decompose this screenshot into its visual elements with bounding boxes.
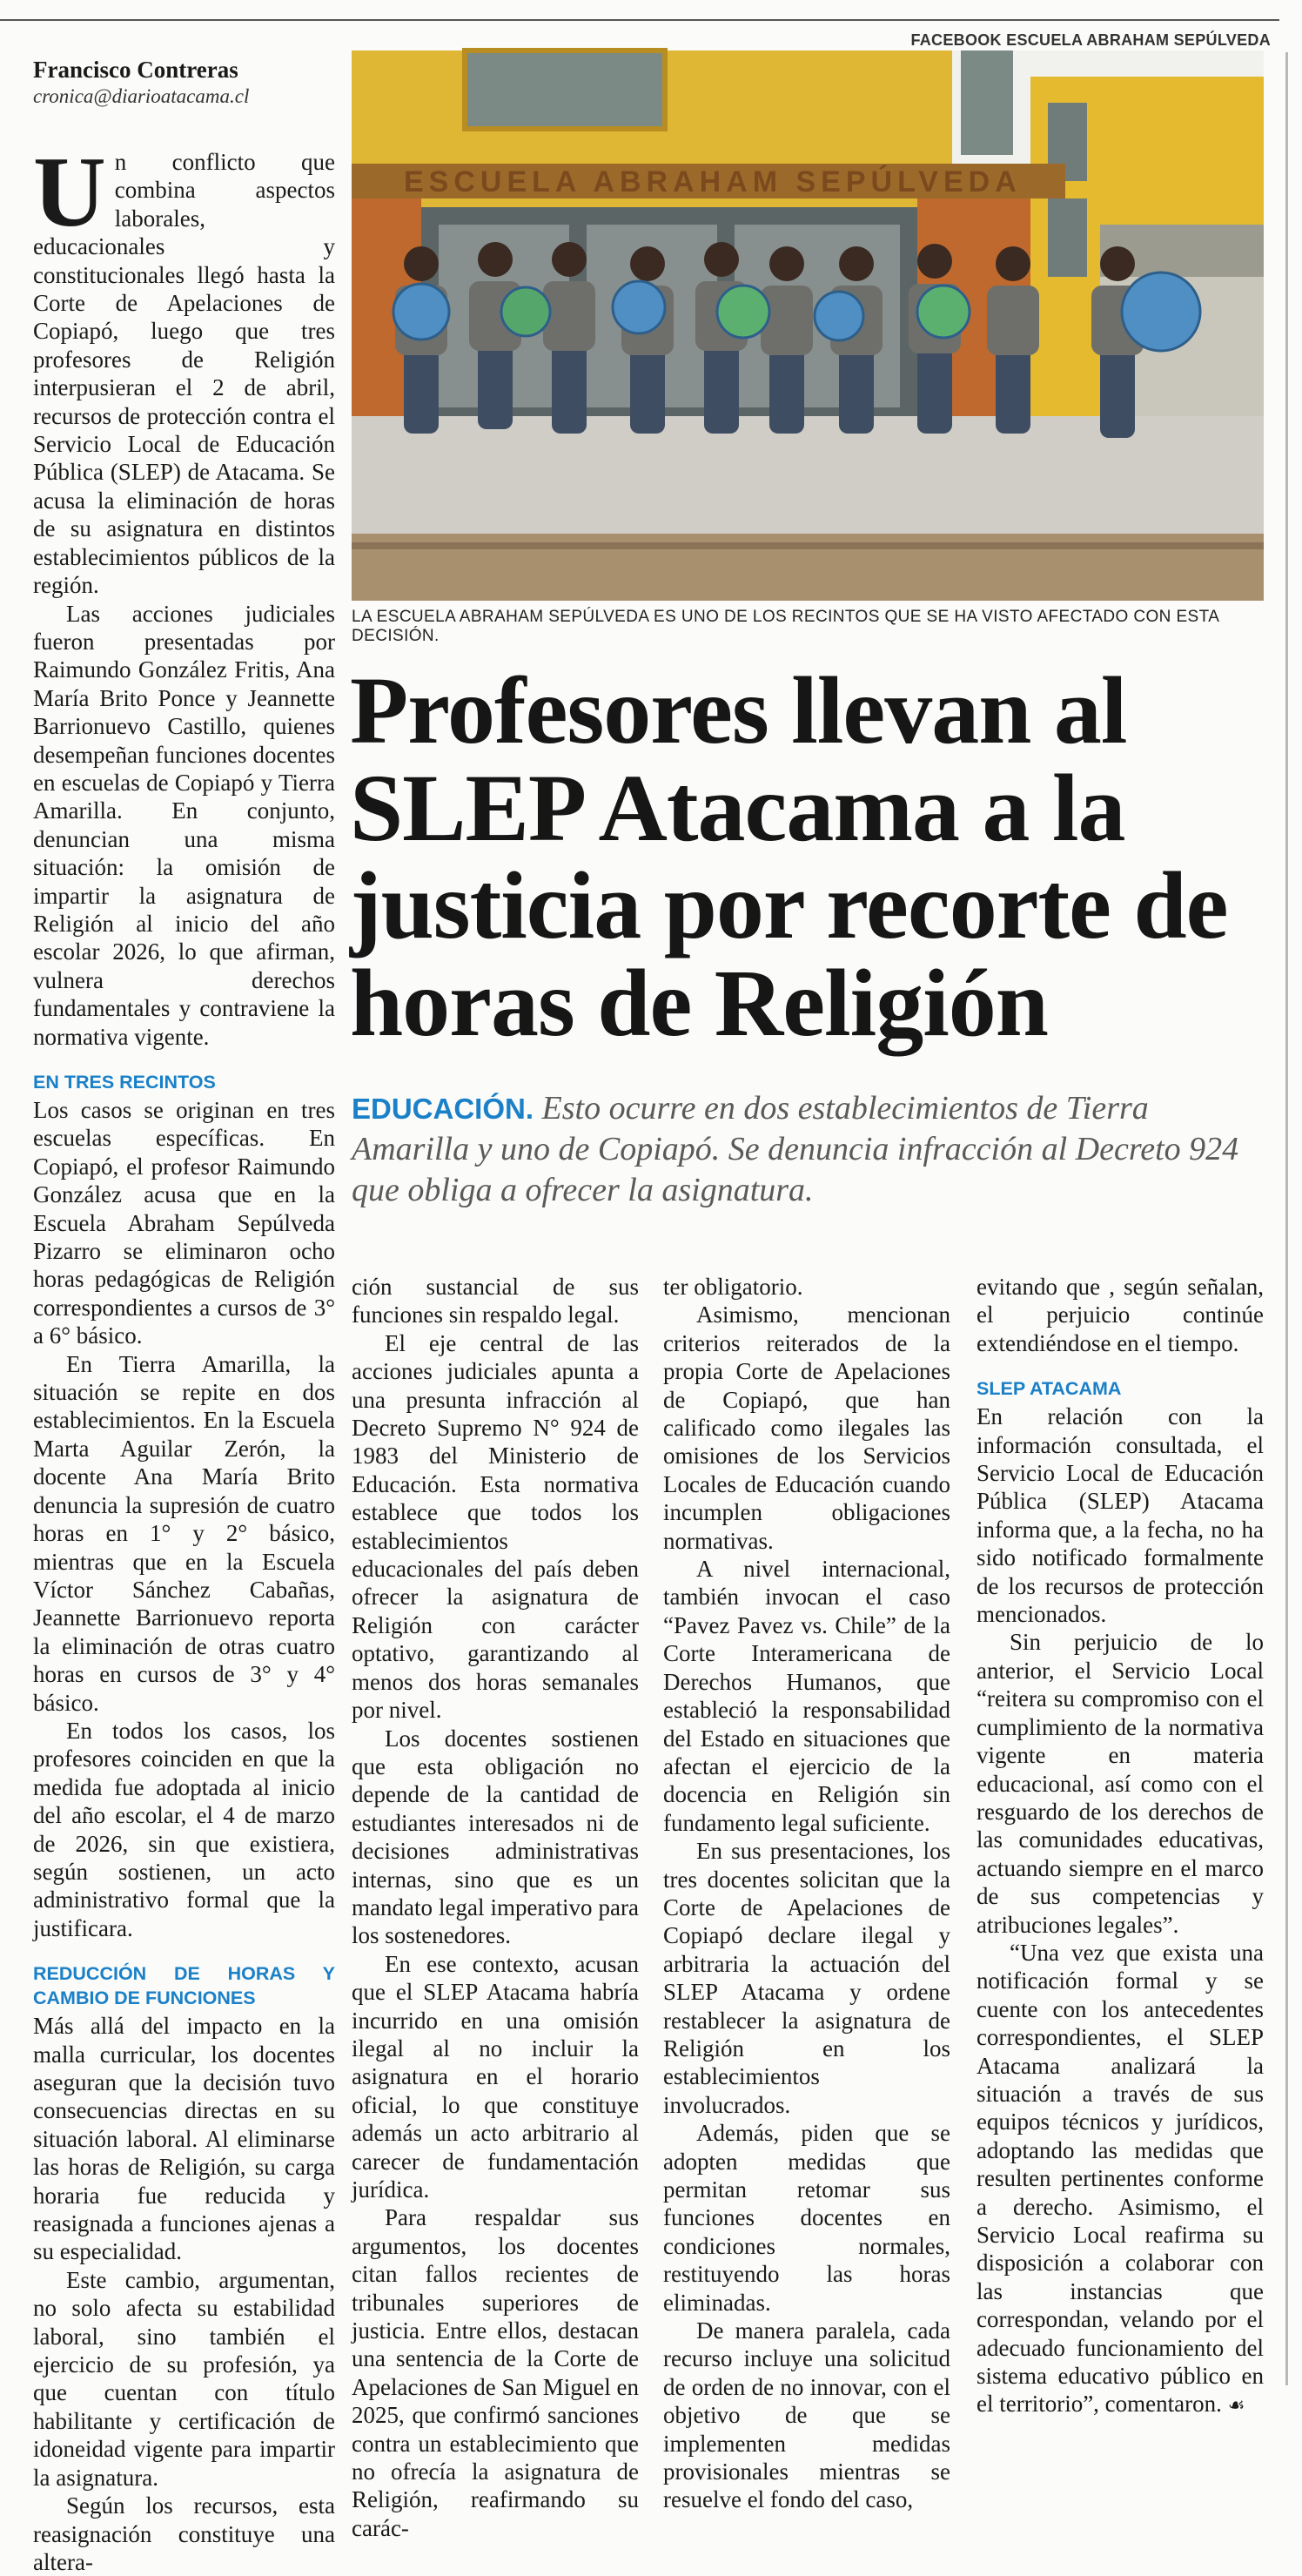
- author-email[interactable]: cronica@diarioatacama.cl: [33, 85, 250, 107]
- paragraph: ción sustancial de sus funciones sin respaldo legal.: [352, 1274, 639, 1328]
- paragraph: Asimismo, mencionan criterios reiterados de la propia Corte de Apelaciones de Copiapó, que han calificado como ilegales las omisiones de los Servicios Locales de Educación cuando incumplen obligaciones normativas.: [663, 1301, 950, 1554]
- paragraph: En Tierra Amarilla, la situación se repite en dos establecimientos. En la Escuela Marta Aguilar Zerón, la docente Ana María Brito denuncia la supresión de cuatro horas en 1° y 2° básico, mientras que en la Escuela Víctor Sánchez Cabañas, Jeannette Barrionuevo reporta la eliminación de otras cuatro horas en cursos de 3° y 4° básico.: [33, 1350, 335, 1716]
- school-photo-illustration: [352, 50, 1264, 601]
- column-3: [663, 1273, 950, 2514]
- paragraph: Los casos se originan en tres escuelas específicas. En Copiapó, el profesor Raimundo González acusa que en la Escuela Abraham Sepúlveda Pizarro se eliminaron ocho horas pedagógicas de Religión correspondientes a cursos de 3° a 6° básico.: [33, 1097, 335, 1349]
- subheading-slep-atacama: SLEP ATACAMA: [976, 1378, 1122, 1400]
- column-4: [976, 1273, 1264, 2421]
- lead-text: Esto ocurre en dos establecimientos de Tierra Amarilla y uno de Copiapó. Se denuncia infracción al Decreto 924 que obliga a ofrecer la asignatura.: [352, 1090, 1239, 1208]
- paragraph: El eje central de las acciones judiciales apunta a una presunta infracción al Decreto Supremo N° 924 de 1983 del Ministerio de Educación. Esta normativa establece que todos los establecimientos educacionales del país deben ofrecer la asignatura de Religión con carácter optativo, garantizando al menos dos horas semanales por nivel.: [352, 1329, 639, 1724]
- headline: Profesores llevan al SLEP Atacama a la justicia por recorte de horas de Religión: [350, 657, 1228, 1056]
- lead-kicker: EDUCACIÓN.: [352, 1093, 534, 1125]
- paragraph: Según los recursos, esta reasignación constituye una altera-: [33, 2492, 335, 2575]
- paragraph: En todos los casos, los profesores coinciden en que la medida fue adoptada al inicio del año escolar, el 4 de marzo de 2026, sin que existiera, según sostienen, un acto administrativo formal que la justificara.: [33, 1717, 335, 1941]
- school-photo: [352, 50, 1264, 601]
- paragraph: Las acciones judiciales fueron presentadas por Raimundo González Fritis, Ana María Brito Ponce y Jeannette Barrionuevo Castillo, quienes desempeñan funciones docentes en escuelas de Copiapó y Tierra Amarilla. En conjunto, denuncian una misma situación: la omisión de impartir la asignatura de Religión al inicio del año escolar 2026, lo que afirman, vulnera derechos fundamentales y contraviene la normativa vigente.: [33, 600, 335, 1050]
- paragraph: Sin perjuicio de lo anterior, el Servicio Local “reitera su compromiso con el cumplimiento de la normativa vigente en materia educacional, así como con el resguardo de los derechos de las comunidades educativas, actuando siempre en el marco de sus competencias y atribuciones legales”.: [976, 1629, 1264, 1938]
- photo-credit: FACEBOOK ESCUELA ABRAHAM SEPÚLVEDA: [910, 31, 1271, 49]
- paragraph: Este cambio, argumentan, no solo afecta su estabilidad laboral, sino también el ejercicio de su profesión, ya que cuentan con título habilitante y certificación de idoneidad vigente para impartir la asignatura.: [33, 2266, 335, 2491]
- paragraph: Más allá del impacto en la malla curricular, los docentes aseguran que la decisión tuvo consecuencias directas en su situación laboral. Al eliminarse las horas de Religión, su carga horaria fue reducida y reasignada a funciones ajenas a su especialidad.: [33, 2013, 335, 2265]
- paragraph: evitando que , según señalan, el perjuicio continúe extendiéndose en el tiempo.: [976, 1274, 1264, 1356]
- author-name: Francisco Contreras: [33, 57, 238, 83]
- paragraph: En sus presentaciones, los tres docentes solicitan que la Corte de Apelaciones de Copiapó declare ilegal y arbitraria la actuación del SLEP Atacama y ordene restablecer la asignatura de Religión en los establecimientos involucrados.: [663, 1838, 950, 2118]
- column-2: [352, 1273, 639, 2542]
- subheading-reduccion: REDUCCIÓN DE HORAS Y CAMBIO DE FUNCIONES: [33, 1963, 335, 2009]
- column-1: [33, 137, 335, 2576]
- drop-cap: U: [33, 137, 106, 248]
- paragraph: A nivel internacional, también invocan el caso “Pavez Pavez vs. Chile” de la Corte Interamericana de Derechos Humanos, que estableció la responsabilidad del Estado en situaciones que afectan el ejercicio de la docencia en Religión sin fundamento legal suficiente.: [663, 1556, 950, 1836]
- end-mark-icon: ☙: [1227, 2395, 1245, 2418]
- right-rule: [1285, 52, 1288, 2385]
- paragraph: De manera paralela, cada recurso incluye una solicitud de orden de no innovar, con el objetivo de que se implementen medidas provisionales mientras se resuelve el fondo del caso,: [663, 2317, 950, 2513]
- paragraph: “Una vez que exista una notificación formal y se cuente con los antecedentes correspondientes, el SLEP Atacama analizará la situación a través de sus equipos técnicos y jurídicos, adoptando las medidas que resulten pertinentes conforme a derecho. Asimismo, el Servicio Local reafirma su disposición a colaborar con las instancias que correspondan, velando por el adecuado funcionamiento del sistema educativo público en el territorio”, comentaron. ☙: [976, 1939, 1264, 2418]
- photo-caption: LA ESCUELA ABRAHAM SEPÚLVEDA ES UNO DE LOS RECINTOS QUE SE HA VISTO AFECTADO CON ESTA DECISIÓN.: [352, 608, 1219, 645]
- school-sign: ESCUELA ABRAHAM SEPÚLVEDA: [404, 165, 1022, 198]
- paragraph: ter obligatorio.: [663, 1274, 803, 1300]
- paragraph: Un conflicto que combina aspectos laborales, educacionales y constitucionales llegó hasta la Corte de Apelaciones de Copiapó, luego que tres profesores de Religión interpusieran el 2 de abril, recursos de protección contra el Servicio Local de Educación Pública (SLEP) de Atacama. Se acusa la eliminación de horas de su asignatura en distintos establecimientos públicos de la región.: [33, 137, 335, 599]
- paragraph: Además, piden que se adopten medidas que permitan retomar sus funciones docentes en condiciones normales, restituyendo las horas eliminadas.: [663, 2120, 950, 2316]
- lead-paragraph: [352, 1088, 1265, 1211]
- paragraph: Los docentes sostienen que esta obligación no depende de la cantidad de estudiantes interesados ni de decisiones administrativas internas, sino que es un mandato legal imperativo para los sostenedores.: [352, 1725, 639, 1949]
- top-rule: [0, 19, 1279, 21]
- paragraph: En relación con la información consultada, el Servicio Local de Educación Pública (SLEP) Atacama informa que, a la fecha, no ha sido notificado formalmente de los recursos de protección mencionados.: [976, 1403, 1264, 1628]
- paragraph: En ese contexto, acusan que el SLEP Atacama habría incurrido en una omisión ilegal al no incluir la asignatura en el horario oficial, lo que constituye además un acto arbitrario al carecer de fundamentación jurídica.: [352, 1950, 639, 2203]
- paragraph: Para respaldar sus argumentos, los docentes citan fallos recientes de tribunales superiores de justicia. Entre ellos, destacan una sentencia de la Corte de Apelaciones de San Miguel en 2025, que confirmó sanciones contra un establecimiento que no ofrecía la asignatura de Religión, reafirmando su carác-: [352, 2204, 639, 2541]
- subheading-tres-recintos: EN TRES RECINTOS: [33, 1072, 216, 1093]
